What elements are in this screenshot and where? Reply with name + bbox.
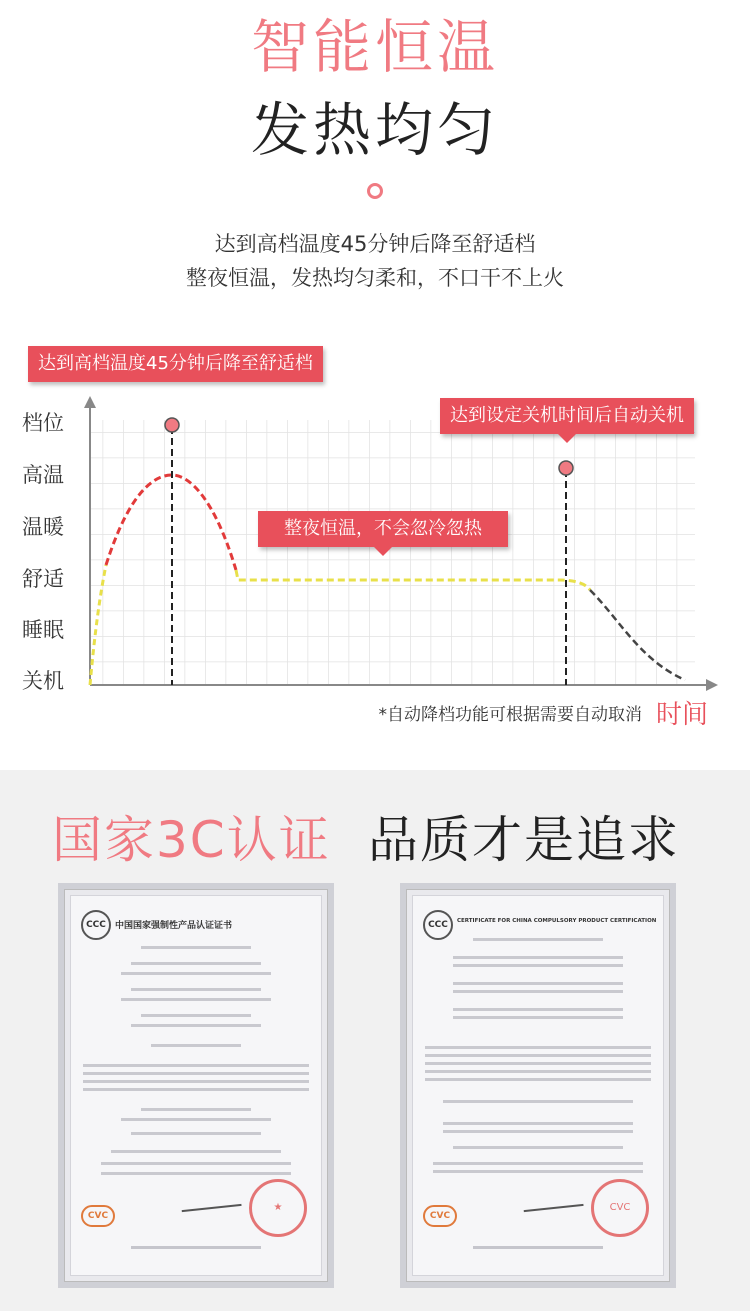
cvc-logo-icon: CVC	[81, 1205, 115, 1227]
peak-annotation-tag: 达到高档温度45分钟后降至舒适档	[28, 346, 323, 382]
official-seal-icon: CVC	[591, 1179, 649, 1237]
y-axis-arrow-icon	[84, 396, 96, 408]
constant-temp-annotation-tag: 整夜恒温，不会忽冷忽热	[258, 511, 508, 547]
x-axis-label: 时间	[656, 700, 709, 730]
y-level-label: 关机	[22, 669, 64, 693]
description-line-2: 整夜恒温，发热均匀柔和，不口干不上火	[186, 266, 564, 290]
chart-grid	[90, 420, 695, 685]
certificate-title: CERTIFICATE FOR CHINA COMPULSORY PRODUCT CERTIFICATION	[457, 918, 657, 924]
3c-certification-title: 国家3C认证	[52, 811, 331, 869]
signature	[180, 1192, 241, 1212]
certificate-english	[400, 883, 676, 1288]
peak-marker-dot	[165, 418, 179, 432]
certificate-chinese	[58, 883, 334, 1288]
x-axis-arrow-icon	[706, 679, 718, 691]
certificate-title: 中国国家强制性产品认证证书	[115, 921, 233, 931]
y-level-label: 档位	[22, 411, 64, 435]
cvc-logo-icon: CVC	[423, 1205, 457, 1227]
y-level-label: 睡眠	[22, 618, 64, 642]
quality-pursuit-title: 品质才是追求	[368, 811, 680, 869]
ccc-logo-icon: CCC	[81, 910, 111, 940]
y-level-label: 温暖	[22, 515, 64, 539]
y-level-label: 高温	[22, 463, 64, 487]
description-line-1: 达到高档温度45分钟后降至舒适档	[214, 232, 536, 256]
ccc-logo-icon: CCC	[423, 910, 453, 940]
circle-decoration-icon	[367, 183, 383, 199]
official-seal-icon: ★	[249, 1179, 307, 1237]
title-intelligent-constant-temp: 智能恒温	[250, 13, 499, 81]
auto-downshift-note: *自动降档功能可根据需要自动取消	[378, 705, 642, 725]
signature	[522, 1192, 583, 1212]
shutdown-marker-dot	[559, 461, 573, 475]
title-even-heating: 发热均匀	[250, 96, 499, 164]
shutdown-annotation-tag: 达到设定关机时间后自动关机	[440, 398, 694, 434]
y-level-label: 舒适	[22, 567, 64, 591]
